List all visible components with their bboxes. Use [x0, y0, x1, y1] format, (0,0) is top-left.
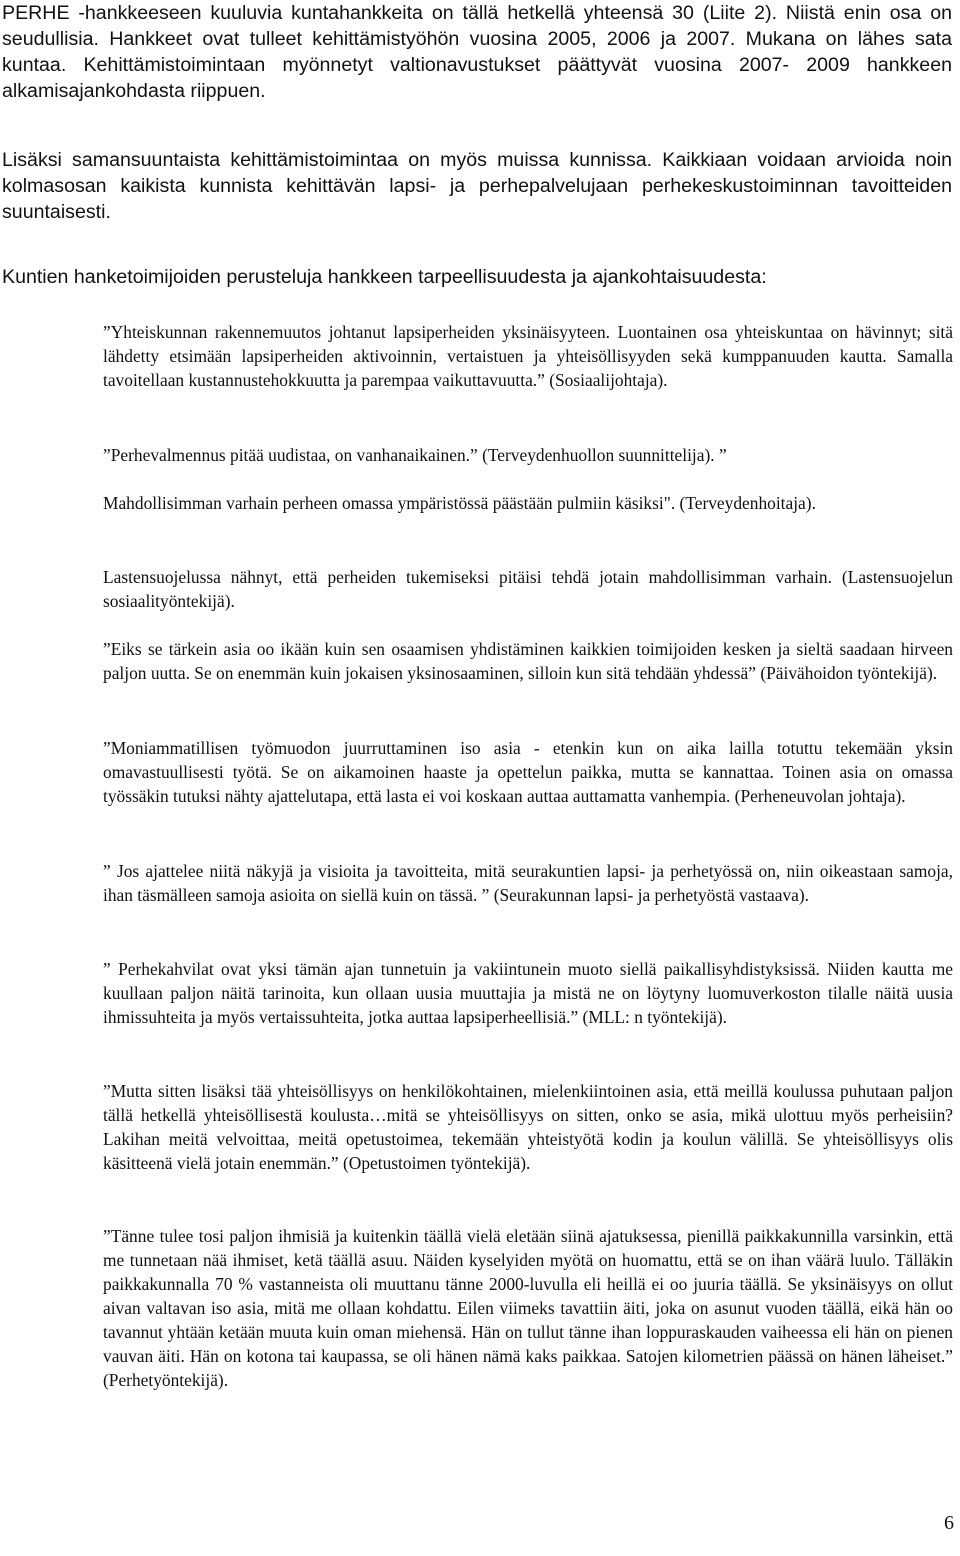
quote-opetustoimi: ”Mutta sitten lisäksi tää yhteisöllisyys on henkilökohtainen, mielenkiintoinen asia, että meillä koulussa puhutaan paljon tällä hetkellä yhteisöllisestä koulusta…mitä se yhteisöllisyys on sitten, onko se asia, mikä ulottuu myös perheisiin? Lakihan meitä velvoittaa, meitä opetustoimea, tekemään yhteistyötä kodin ja koulun välillä. Se yhteisöllisyys olis käsitteenä vielä jotain enemmän.” (Opetustoimen työntekijä). — [103, 1081, 953, 1173]
quote-mll: ” Perhekahvilat ovat yksi tämän ajan tunnetuin ja vakiintunein muoto siellä paikallisyhdistyksissä. Niiden kautta me kuullaan paljon näitä tarinoita, kun ollaan uusia muuttajia ja mistä ne on löytyny luomuverkoston tilalle näitä uusia ihmissuhteita ja myös vertaissuhteita, jotka auttaa lapsiperheellisiä.” (MLL: n työntekijä). — [103, 959, 953, 1027]
quote-seurakunta: ” Jos ajattelee niitä näkyjä ja visioita ja tavoitteita, mitä seurakuntien lapsi- ja perhetyössä on, niin oikeastaan samoja, ihan täsmälleen samoja asioita on siellä kuin on tässä. ” (Seurakunnan lapsi- ja perhetyöstä vastaava). — [103, 861, 953, 905]
quote-terveydenhoitaja: Mahdollisimman varhain perheen omassa ympäristössä päästään pulmiin käsiksi". (Terveydenhoitaja). — [103, 493, 816, 513]
intro-paragraph-1: PERHE -hankkeeseen kuuluvia kuntahankkeita on tällä hetkellä yhteensä 30 (Liite 2). Niistä enin osa on seudullisia. Hankkeet ovat tulleet kehittämistyöhön vuosina 2005, 2006 ja 2007. Mukana on lähes sata kuntaa. Kehittämistoimintaan myönnetyt valtionavustukset päättyvät vuosina 2007- 2009 hankkeen alkamisajankohdasta riippuen. — [2, 2, 952, 102]
intro-paragraph-2: Lisäksi samansuuntaista kehittämistoimintaa on myös muissa kunnissa. Kaikkiaan voidaan arvioida noin kolmasosan kaikista kunnista kehittävän lapsi- ja perhepalvelujaan perhekeskustoiminnan tavoitteiden suuntaisesti. — [2, 149, 952, 223]
quote-lastensuojelu: Lastensuojelussa nähnyt, että perheiden tukemiseksi pitäisi tehdä jotain mahdollisimman varhain. (Lastensuojelun sosiaalityöntekijä). — [103, 567, 953, 611]
quote-paivahoito: ”Eiks se tärkein asia oo ikään kuin sen osaamisen yhdistäminen kaikkien toimijoiden kesken ja sieltä saadaan hirveen paljon uutta. Se on enemmän kuin jokaisen yksinosaaminen, silloin kun sitä tehdään yhdessä” (Päivähoidon työntekijä). — [103, 639, 953, 683]
section-heading: Kuntien hanketoimijoiden perusteluja hankkeen tarpeellisuudesta ja ajankohtaisuudesta: — [2, 266, 767, 288]
quote-perheneuvola: ”Moniammatillisen työmuodon juurruttaminen iso asia - etenkin kun on aika lailla totuttu tekemään yksin omavastuullisesti työtä. Se on aikamoinen haaste ja opettelun paikka, mutta se kannattaa. Toinen asia on omassa työssäkin tutuksi nähty ajattelutapa, että lasta ei voi koskaan auttaa auttamatta vanhempia. (Perheneuvolan johtaja). — [103, 738, 953, 806]
page-number: 6 — [944, 1512, 954, 1534]
quote-sosiaalijohtaja: ”Yhteiskunnan rakennemuutos johtanut lapsiperheiden yksinäisyyteen. Luontainen osa yhteiskuntaa on hävinnyt; sitä lähdetty etsimään lapsiperheiden aktivoinnin, vertaistuen ja yhteisöllisyyden sekä kumppanuuden kautta. Samalla tavoitellaan kustannustehokkuutta ja parempaa vaikuttavuutta.” (Sosiaalijohtaja). — [103, 322, 953, 390]
quote-perhetyontekija: ”Tänne tulee tosi paljon ihmisiä ja kuitenkin täällä vielä eletään siinä ajatuksessa, pienillä paikkakunnilla varsinkin, että me tunnetaan nää ihmiset, ketä täällä asuu. Näiden kyselyiden myötä on huomattu, että se on ihan väärä luulo. Tälläkin paikkakunnalla 70 % vastanneista oli muuttanu tänne 2000-luvulla eli heillä ei oo juuria täällä. Se yksinäisyys on ollut aivan valtavan iso asia, mitä me ollaan kohdattu. Eilen viimeks tavattiin äiti, joka on asunut vuoden täällä, eikä hän oo tavannut yhtään ketään muuta kuin oman miehensä. Hän on tullut tänne ihan loppuraskauden vaiheessa eli hän on pienen vauvan äiti. Hän on kotona tai kaupassa, se oli hänen nämä kaks paikkaa. Satojen kilometrien päässä on hänen läheiset.” (Perhetyöntekijä). — [103, 1226, 953, 1390]
quote-terveydenhuollon-suunnittelija: ”Perhevalmennus pitää uudistaa, on vanhanaikainen.” (Terveydenhuollon suunnittelija). ” — [103, 445, 727, 465]
